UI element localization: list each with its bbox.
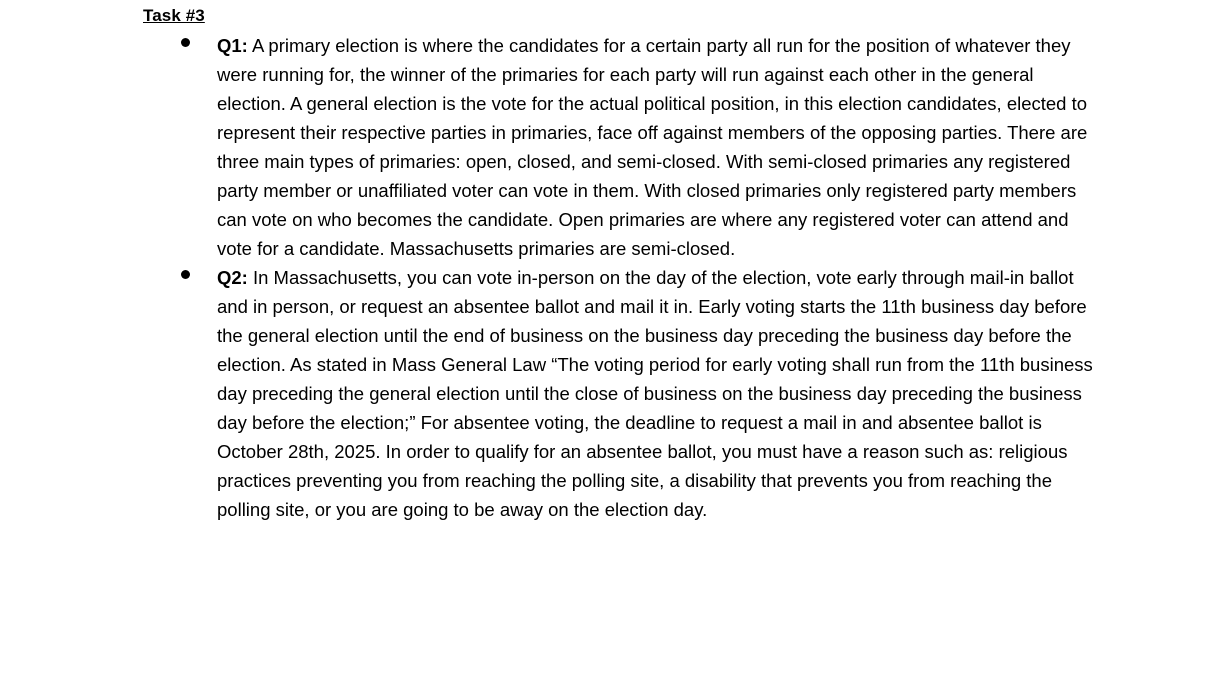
answer-paragraph xyxy=(217,263,1093,524)
bullet-icon xyxy=(181,38,190,47)
task-heading: Task #3 xyxy=(143,6,205,25)
list-item xyxy=(143,31,1093,263)
bullet-icon xyxy=(181,270,190,279)
list-item xyxy=(143,263,1093,524)
answer-text: In Massachusetts, you can vote in-person on the day of the election, vote early through mail-in ballot and in person, or request an absentee ballot and mail it in. Early voting starts the 11th business day before the general election until the end of business on the business day preceding the business day before the election. As stated in Mass General Law “The voting period for early voting shall run from the 11th business day preceding the general election until the close of business on the business day preceding the business day before the election;” For absentee voting, the deadline to request a mail in and absentee ballot is October 28th, 2025. In order to qualify for an absentee ballot, you must have a reason such as: religious practices preventing you from reaching the polling site, a disability that prevents you from reaching the polling site, or you are going to be away on the election day. xyxy=(217,267,1093,521)
question-label: Q1: xyxy=(217,34,248,56)
answer-paragraph xyxy=(217,31,1093,263)
answer-text: A primary election is where the candidates for a certain party all run for the position of whatever they were running for, the winner of the primaries for each party will run against each other in the general election. A general election is the vote for the actual political position, in this election candidates, elected to represent their respective parties in primaries, face off against members of the opposing parties. There are three main types of primaries: open, closed, and semi-closed. With semi-closed primaries any registered party member or unaffiliated voter can vote in them. With closed primaries only registered party members can vote on who becomes the candidate. Open primaries are where any registered voter can attend and vote for a candidate. Massachusetts primaries are semi-closed. xyxy=(217,34,1088,260)
document-body xyxy=(143,5,1093,524)
answer-list xyxy=(143,31,1093,525)
question-label: Q2: xyxy=(217,267,248,289)
